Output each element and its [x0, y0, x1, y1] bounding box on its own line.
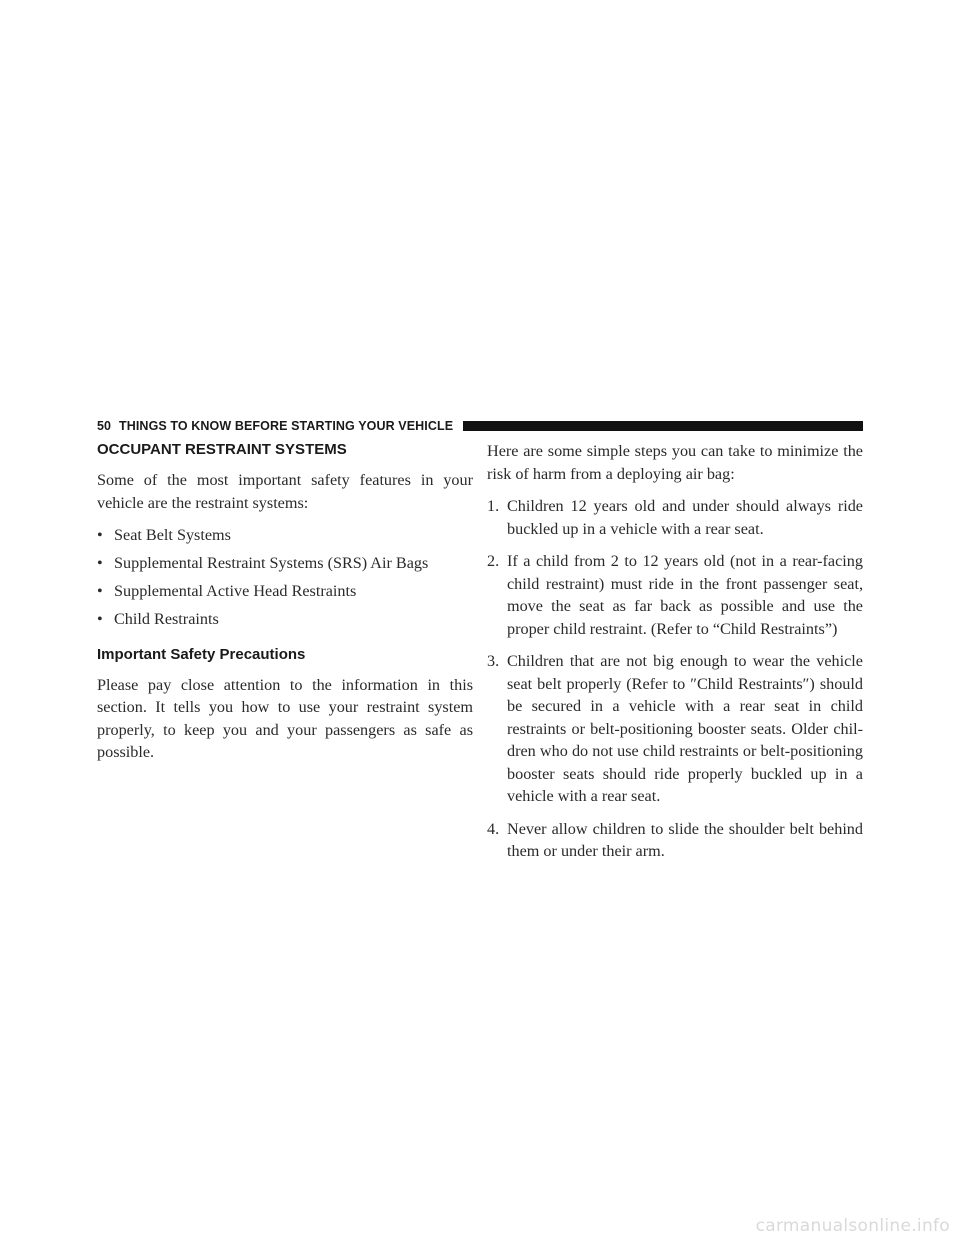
- bullet-icon: •: [97, 582, 103, 600]
- list-item-text: Seat Belt Systems: [114, 526, 231, 544]
- safety-steps-list: [487, 495, 863, 863]
- list-item: [97, 524, 473, 547]
- page-number: 50: [97, 419, 111, 433]
- list-item-text: Supplemental Restraint Systems (SRS) Air Bags: [114, 554, 429, 572]
- header-rule-bar: [463, 421, 863, 431]
- bullet-icon: •: [97, 526, 103, 544]
- bullet-icon: •: [97, 554, 103, 572]
- step-item: [487, 818, 863, 863]
- list-item: [97, 608, 473, 631]
- left-column: [97, 440, 473, 774]
- chapter-title: THINGS TO KNOW BEFORE STARTING YOUR VEHICLE: [119, 419, 454, 433]
- right-column: [487, 440, 863, 873]
- step-item: [487, 650, 863, 808]
- step-text: Children that are not big enough to wear the vehicle seat belt properly (Refer to ″Child Restraints″) should be secured in a vehicle with a rear seat in child restraints or belt-positioning booster seats. Older chil-dren who do not use child restraints or belt-positioning booster seats should ride properly buckled up in a vehicle with a rear seat.: [507, 652, 863, 805]
- watermark-text: carmanualsonline.info: [755, 1216, 950, 1236]
- subsection-title: Important Safety Precautions: [97, 645, 306, 663]
- step-item: [487, 550, 863, 640]
- section-title: OCCUPANT RESTRAINT SYSTEMS: [97, 441, 347, 458]
- running-header: [97, 418, 863, 434]
- list-item: [97, 552, 473, 575]
- step-number: 1.: [487, 497, 500, 515]
- step-text: Never allow children to slide the shoulder belt behind them or under their arm.: [507, 819, 863, 860]
- step-item: [487, 495, 863, 540]
- step-number: 2.: [487, 552, 500, 570]
- list-item-text: Supplemental Active Head Restraints: [114, 582, 357, 600]
- list-item-text: Child Restraints: [114, 610, 219, 628]
- restraint-systems-list: [97, 524, 473, 631]
- steps-intro-paragraph: Here are some simple steps you can take to minimize the risk of harm from a deploying air bag:: [487, 442, 863, 483]
- intro-paragraph: Some of the most important safety features in your vehicle are the restraint systems:: [97, 471, 473, 512]
- step-text: Children 12 years old and under should always ride buckled up in a vehicle with a rear seat.: [507, 497, 863, 538]
- list-item: [97, 580, 473, 603]
- step-number: 4.: [487, 819, 500, 838]
- precautions-paragraph: Please pay close attention to the information in this section. It tells you how to use your restraint system properly, to keep you and your passengers as safe as possible.: [97, 675, 473, 761]
- step-text: If a child from 2 to 12 years old (not in a rear-facing child restraint) must ride in the front passenger seat, move the seat as far back as possible and use the proper child restraint. (Refer to “Child Restraints”): [507, 552, 863, 638]
- step-number: 3.: [487, 652, 500, 670]
- bullet-icon: •: [97, 610, 103, 628]
